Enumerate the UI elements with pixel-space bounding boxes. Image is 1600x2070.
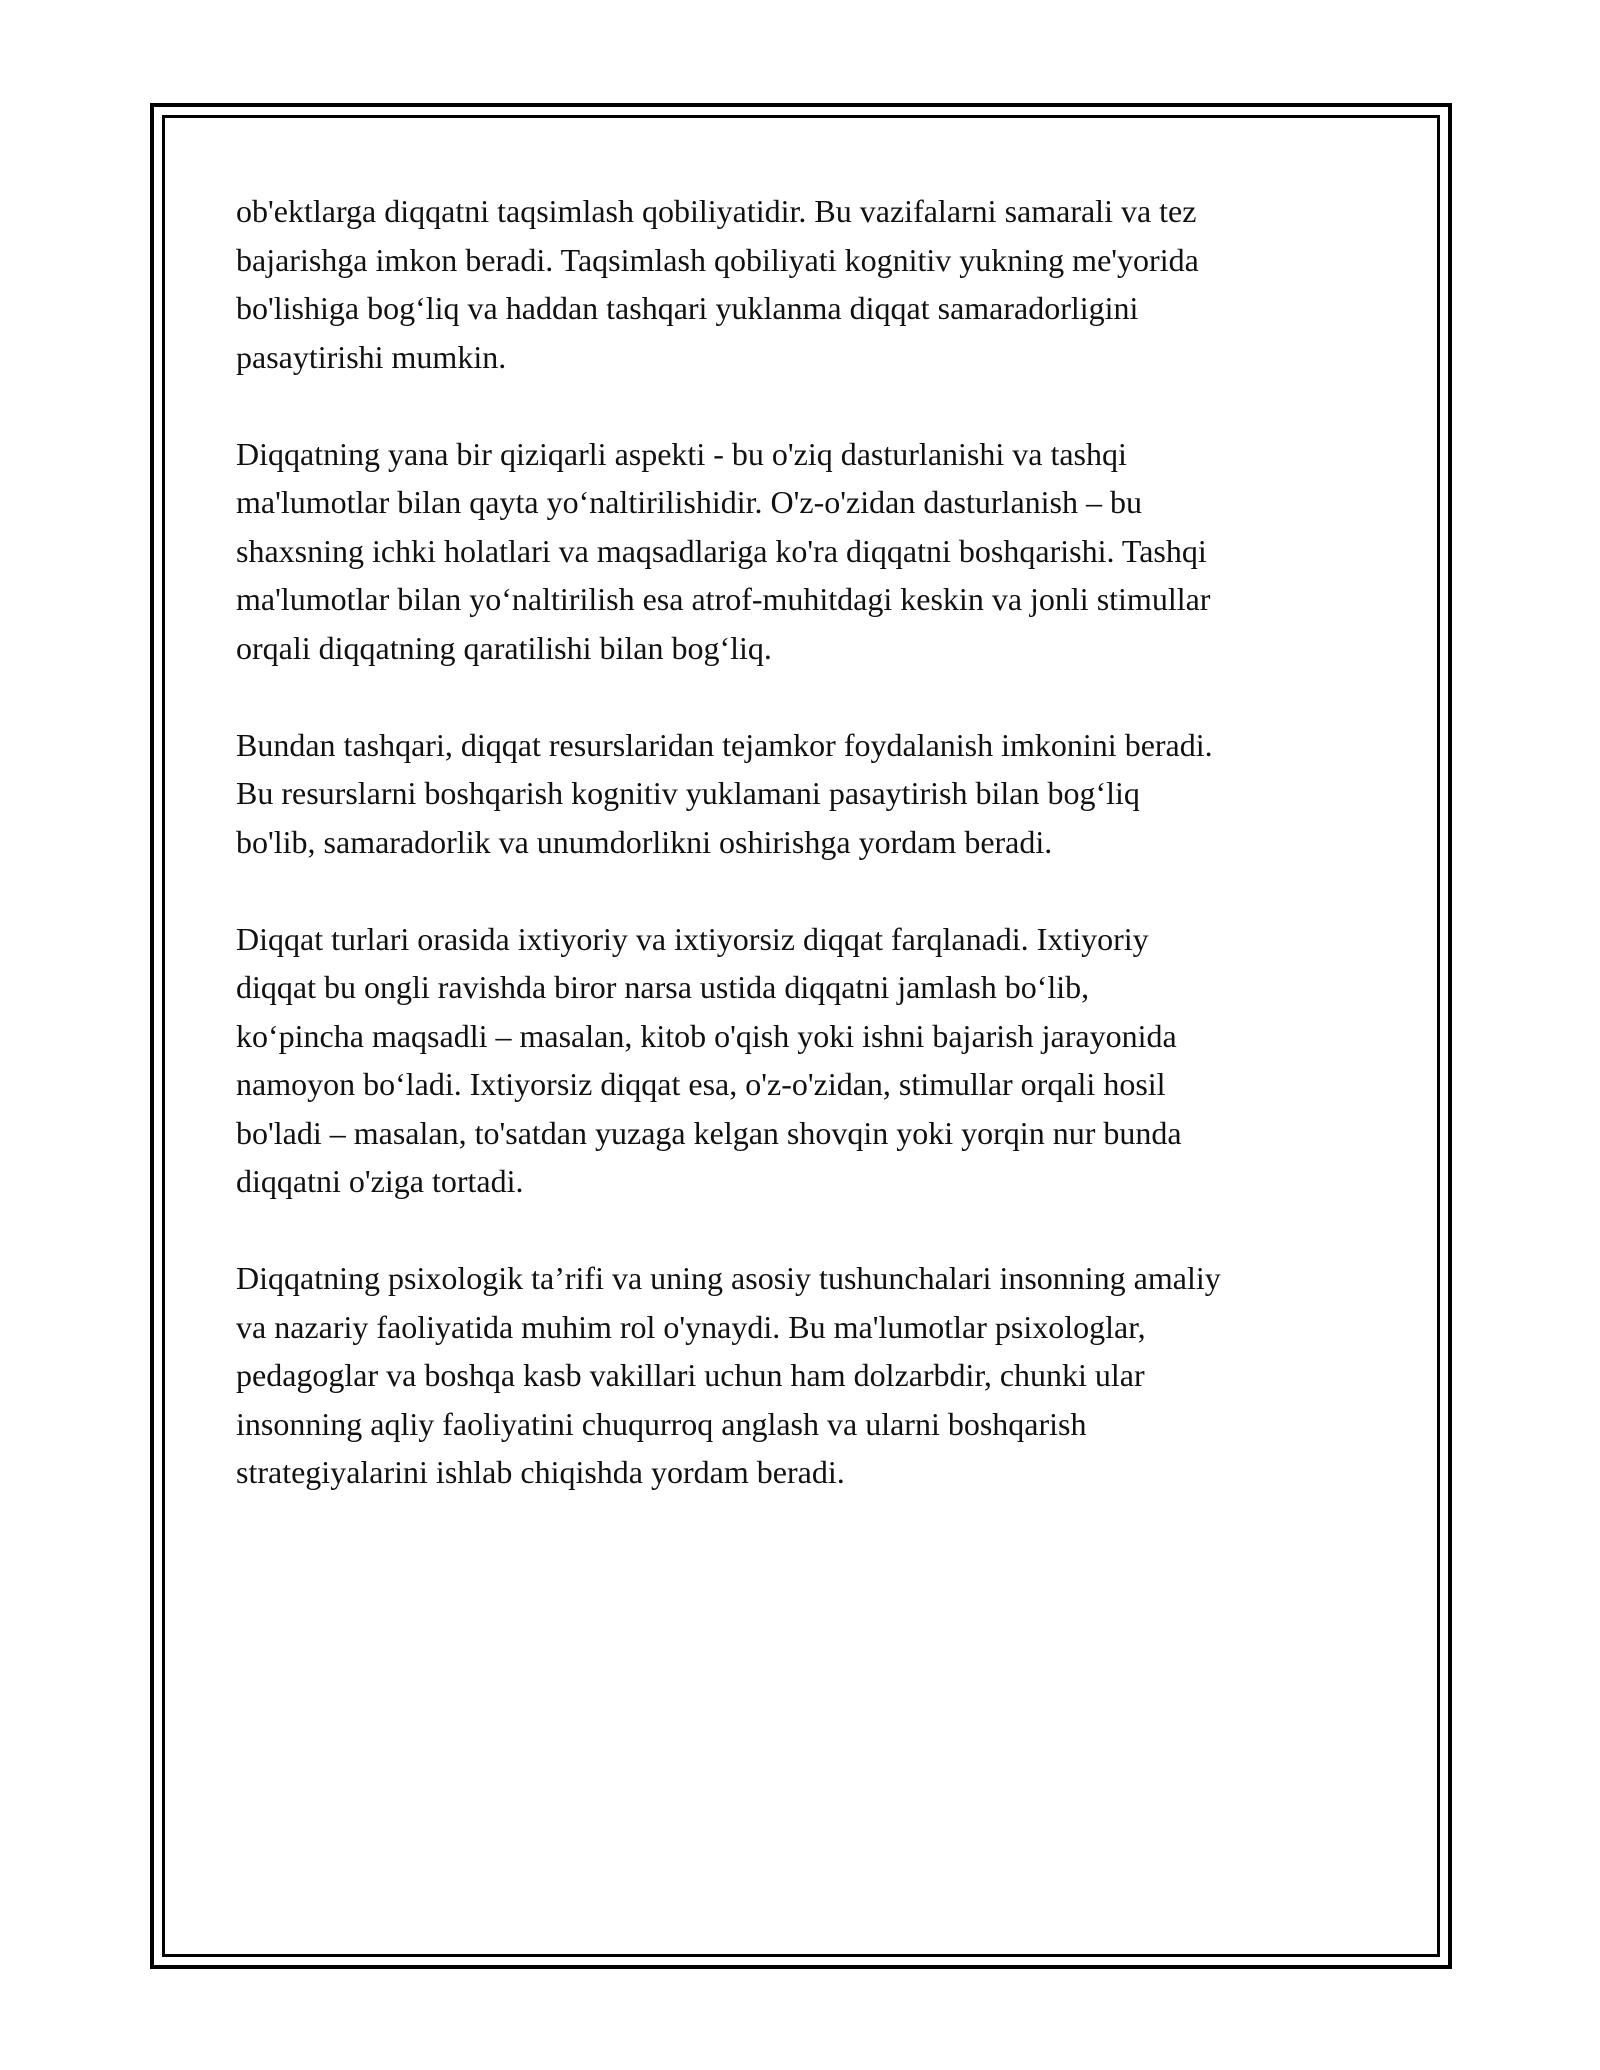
text-line: ma'lumotlar bilan qayta yo‘naltirilishidir. O'z-o'zidan dasturlanish – bu xyxy=(236,484,1142,520)
text-line: diqqatni o'ziga tortadi. xyxy=(236,1163,524,1199)
text-line: strategiyalarini ishlab chiqishda yordam beradi. xyxy=(236,1454,845,1490)
text-line: insonning aqliy faoliyatini chuqurroq anglash va ularni boshqarish xyxy=(236,1405,1087,1442)
text-line: diqqat bu ongli ravishda biror narsa ustida diqqatni jamlash bo‘lib, xyxy=(236,969,1090,1005)
text-line: bo'lib, samaradorlik va unumdorlikni oshirishga yordam beradi. xyxy=(236,823,1053,860)
text-line: Diqqat turlari orasida ixtiyoriy va ixtiyorsiz diqqat farqlanadi. Ixtiyoriy xyxy=(236,920,1149,957)
text-line: pasaytirishi mumkin. xyxy=(236,338,507,375)
text-line: pedagoglar va boshqa kasb vakillari uchun ham dolzarbdir, chunki ular xyxy=(236,1357,1145,1393)
paragraph-5 xyxy=(236,1254,1376,1497)
text-line: bajarishga imkon beradi. Taqsimlash qobiliyati kognitiv yukning me'yorida xyxy=(236,241,1199,278)
text-line: Bu resurslarni boshqarish kognitiv yuklamani pasaytirish bilan bog‘liq xyxy=(236,775,1140,811)
text-line: Diqqatning psixologik ta’rifi va uning asosiy tushunchalari insonning amaliy xyxy=(236,1260,1221,1296)
text-line: orqali diqqatning qaratilishi bilan bog‘liq. xyxy=(236,629,772,666)
text-line: namoyon bo‘ladi. Ixtiyorsiz diqqat esa, o'z-o'zidan, stimullar orqali hosil xyxy=(236,1066,1166,1102)
text-line: va nazariy faoliyatida muhim rol o'ynaydi. Bu ma'lumotlar psixologlar, xyxy=(236,1308,1146,1345)
text-line: ob'ektlarga diqqatni taqsimlash qobiliyatidir. Bu vazifalarni samarali va tez xyxy=(236,193,1197,229)
text-line: bo'ladi – masalan, to'satdan yuzaga kelgan shovqin yoki yorqin nur bunda xyxy=(236,1114,1182,1151)
text-line: ko‘pincha maqsadli – masalan, kitob o'qish yoki ishni bajarish jarayonida xyxy=(236,1017,1177,1054)
document-body xyxy=(236,187,1376,1545)
paragraph-2 xyxy=(236,430,1376,673)
paragraph-4 xyxy=(236,915,1376,1206)
text-line: shaxsning ichki holatlari va maqsadlariga ko'ra diqqatni boshqarishi. Tashqi xyxy=(236,532,1207,569)
text-line: Diqqatning yana bir qiziqarli aspekti - bu o'ziq dasturlanishi va tashqi xyxy=(236,435,1127,472)
paragraph-1 xyxy=(236,187,1376,381)
text-line: Bundan tashqari, diqqat resurslaridan tejamkor foydalanish imkonini beradi. xyxy=(236,726,1213,763)
text-line: ma'lumotlar bilan yo‘naltirilish esa atrof-muhitdagi keskin va jonli stimullar xyxy=(236,581,1211,617)
text-line: bo'lishiga bog‘liq va haddan tashqari yuklanma diqqat samaradorligini xyxy=(236,290,1139,326)
paragraph-3 xyxy=(236,721,1376,867)
